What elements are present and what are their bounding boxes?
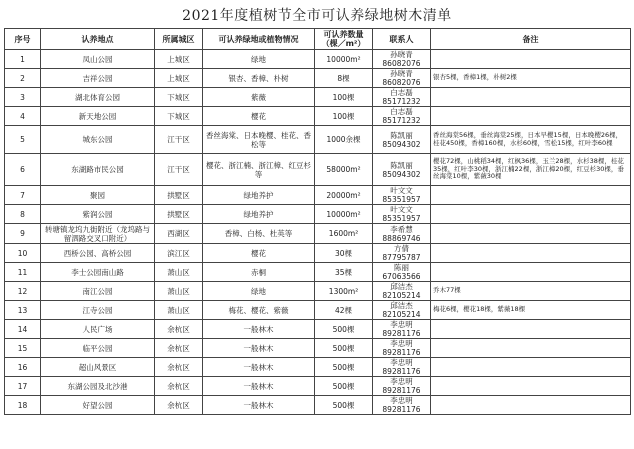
place-cell: 江寺公园 <box>41 301 155 320</box>
situation-cell: 绿地养护 <box>203 205 315 224</box>
note-cell <box>431 224 631 244</box>
contact-cell <box>373 244 431 263</box>
district-cell: 余杭区 <box>155 396 203 415</box>
quantity-cell: 58000m² <box>315 154 373 186</box>
situation-cell: 樱花 <box>203 107 315 126</box>
seq-cell: 15 <box>5 339 41 358</box>
situation-cell: 绿地 <box>203 282 315 301</box>
contact-cell <box>373 205 431 224</box>
table-row <box>5 107 631 126</box>
district-cell: 江干区 <box>155 126 203 154</box>
district-cell: 拱墅区 <box>155 205 203 224</box>
situation-cell: 绿地 <box>203 50 315 69</box>
place-cell: 聚园 <box>41 186 155 205</box>
contact-cell <box>373 186 431 205</box>
contact-name: 方倩 <box>394 244 409 253</box>
place-cell: 超山风景区 <box>41 358 155 377</box>
situation-cell: 一般林木 <box>203 339 315 358</box>
contact-cell <box>373 282 431 301</box>
quantity-cell: 1000余棵 <box>315 126 373 154</box>
contact-name: 孙晓青 <box>390 50 413 59</box>
contact-name: 陈凯丽 <box>390 130 413 140</box>
place-cell: 东湖公园及北沙港 <box>41 377 155 396</box>
contact-name: 陈丽 <box>394 263 409 272</box>
district-cell: 余杭区 <box>155 377 203 396</box>
note-cell: 银杏5棵，香樟1棵，朴树2棵 <box>431 69 631 88</box>
contact-name: 陈凯丽 <box>390 160 413 170</box>
seq-cell: 13 <box>5 301 41 320</box>
seq-cell: 3 <box>5 88 41 107</box>
place-cell: 人民广场 <box>41 320 155 339</box>
contact-name: 李忠明 <box>390 377 413 386</box>
district-cell: 上城区 <box>155 50 203 69</box>
table-row <box>5 377 631 396</box>
contact-name: 李忠明 <box>390 339 413 348</box>
table-row <box>5 244 631 263</box>
seq-cell: 16 <box>5 358 41 377</box>
note-cell <box>431 320 631 339</box>
situation-cell: 樱花 <box>203 244 315 263</box>
quantity-cell: 30棵 <box>315 244 373 263</box>
note-cell: 梅花6棵，樱花18棵，紫薇18棵 <box>431 301 631 320</box>
quantity-cell: 1300m² <box>315 282 373 301</box>
place-cell: 湖北体育公园 <box>41 88 155 107</box>
contact-name: 白志磊 <box>390 107 413 116</box>
header-seq: 序号 <box>5 29 41 50</box>
contact-name: 白志磊 <box>390 88 413 97</box>
note-cell <box>431 186 631 205</box>
table-row <box>5 339 631 358</box>
place-cell: 南江公园 <box>41 282 155 301</box>
district-cell: 拱墅区 <box>155 186 203 205</box>
quantity-cell: 500棵 <box>315 358 373 377</box>
contact-phone: 89281176 <box>382 386 421 395</box>
quantity-cell: 42棵 <box>315 301 373 320</box>
place-cell: 东湖路市民公园 <box>41 154 155 186</box>
seq-cell: 7 <box>5 186 41 205</box>
quantity-cell: 20000m² <box>315 186 373 205</box>
district-cell: 下城区 <box>155 107 203 126</box>
quantity-cell: 500棵 <box>315 339 373 358</box>
district-cell: 余杭区 <box>155 320 203 339</box>
header-note: 备注 <box>431 29 631 50</box>
situation-cell: 一般林木 <box>203 358 315 377</box>
contact-cell <box>373 126 431 154</box>
situation-cell: 一般林木 <box>203 320 315 339</box>
header-place: 认养地点 <box>41 29 155 50</box>
contact-phone: 85094302 <box>382 139 421 149</box>
contact-cell <box>373 224 431 244</box>
contact-name: 李忠明 <box>390 358 413 367</box>
table-row <box>5 358 631 377</box>
note-cell <box>431 263 631 282</box>
seq-cell: 11 <box>5 263 41 282</box>
contact-phone: 89281176 <box>382 405 421 414</box>
contact-name: 叶文文 <box>390 186 413 195</box>
situation-cell: 一般林木 <box>203 396 315 415</box>
table-row <box>5 88 631 107</box>
contact-cell <box>373 154 431 186</box>
table-row <box>5 263 631 282</box>
district-cell: 萧山区 <box>155 301 203 320</box>
district-cell: 上城区 <box>155 69 203 88</box>
contact-phone: 85351957 <box>382 214 421 223</box>
district-cell: 萧山区 <box>155 263 203 282</box>
table-row <box>5 205 631 224</box>
seq-cell: 8 <box>5 205 41 224</box>
table-row <box>5 186 631 205</box>
note-cell <box>431 396 631 415</box>
table-header-row <box>5 29 631 50</box>
place-cell: 临平公园 <box>41 339 155 358</box>
contact-name: 邱洁杰 <box>390 301 413 310</box>
contact-phone: 85171232 <box>382 116 421 125</box>
contact-name: 叶文文 <box>390 205 413 214</box>
contact-cell <box>373 107 431 126</box>
quantity-cell: 35棵 <box>315 263 373 282</box>
note-cell <box>431 339 631 358</box>
situation-cell: 一般林木 <box>203 377 315 396</box>
quantity-cell: 8棵 <box>315 69 373 88</box>
contact-phone: 89281176 <box>382 329 421 338</box>
contact-name: 李忠明 <box>390 320 413 329</box>
note-cell: 樱花72棵，山桃稻34棵，红枫36棵，玉兰28棵，水杉38棵，桂花35棵，红叶李30棵，浙江楠22棵，浙江樟20棵，红豆杉30棵，垂丝海棠10棵，紫薇30棵 <box>431 154 631 186</box>
contact-phone: 89281176 <box>382 348 421 357</box>
place-cell: 城东公园 <box>41 126 155 154</box>
district-cell: 江干区 <box>155 154 203 186</box>
note-cell: 香丝海棠56棵，垂丝海棠25棵，日本早樱15棵，日本晚樱26棵，桂花450棵，香樟160棵，水杉60棵，雪松15棵，红叶李60棵 <box>431 126 631 154</box>
district-cell: 余杭区 <box>155 339 203 358</box>
contact-cell <box>373 320 431 339</box>
seq-cell: 5 <box>5 126 41 154</box>
note-cell <box>431 88 631 107</box>
seq-cell: 17 <box>5 377 41 396</box>
contact-name: 李希慧 <box>390 224 413 234</box>
place-cell: 李士公园南山路 <box>41 263 155 282</box>
table-row <box>5 396 631 415</box>
contact-phone: 87795787 <box>382 253 421 262</box>
seq-cell: 1 <box>5 50 41 69</box>
note-cell <box>431 377 631 396</box>
quantity-cell: 500棵 <box>315 377 373 396</box>
note-cell <box>431 50 631 69</box>
place-cell: 转塘镇龙坞九街附近（龙坞路与留泗路交叉口附近） <box>41 224 155 244</box>
table-row <box>5 126 631 154</box>
note-cell <box>431 358 631 377</box>
situation-cell: 绿地养护 <box>203 186 315 205</box>
table-row <box>5 320 631 339</box>
contact-phone: 85351957 <box>382 195 421 204</box>
situation-cell: 樱花、浙江楠、浙江樟、红豆杉等 <box>203 154 315 186</box>
place-cell: 紫润公园 <box>41 205 155 224</box>
situation-cell: 香樟、白杨、杜英等 <box>203 224 315 244</box>
place-cell: 新天地公园 <box>41 107 155 126</box>
situation-cell: 紫薇 <box>203 88 315 107</box>
seq-cell: 12 <box>5 282 41 301</box>
header-contact: 联系人 <box>373 29 431 50</box>
seq-cell: 9 <box>5 224 41 244</box>
quantity-cell: 100棵 <box>315 88 373 107</box>
district-cell: 西湖区 <box>155 224 203 244</box>
contact-phone: 85171232 <box>382 97 421 106</box>
contact-cell <box>373 339 431 358</box>
place-cell: 好望公园 <box>41 396 155 415</box>
contact-phone: 67063566 <box>382 272 421 281</box>
header-situation: 可认养绿地或植物情况 <box>203 29 315 50</box>
quantity-cell: 500棵 <box>315 396 373 415</box>
place-cell: 凤山公园 <box>41 50 155 69</box>
quantity-cell: 10000m² <box>315 50 373 69</box>
table-row <box>5 154 631 186</box>
contact-phone: 86082076 <box>382 59 421 68</box>
quantity-cell: 10000m² <box>315 205 373 224</box>
quantity-cell: 1600m² <box>315 224 373 244</box>
place-cell: 吉祥公园 <box>41 69 155 88</box>
contact-cell <box>373 69 431 88</box>
table-row <box>5 224 631 244</box>
table-body <box>5 50 631 415</box>
seq-cell: 18 <box>5 396 41 415</box>
situation-cell: 梅花、樱花、紫薇 <box>203 301 315 320</box>
district-cell: 滨江区 <box>155 244 203 263</box>
contact-cell <box>373 358 431 377</box>
seq-cell: 14 <box>5 320 41 339</box>
note-cell <box>431 244 631 263</box>
tree-adoption-table <box>4 28 631 415</box>
header-district: 所属城区 <box>155 29 203 50</box>
seq-cell: 6 <box>5 154 41 186</box>
contact-phone: 86082076 <box>382 78 421 87</box>
contact-phone: 88869746 <box>382 233 421 243</box>
contact-name: 李忠明 <box>390 396 413 405</box>
contact-cell <box>373 50 431 69</box>
contact-cell <box>373 301 431 320</box>
table-row <box>5 69 631 88</box>
table-row <box>5 50 631 69</box>
note-cell <box>431 107 631 126</box>
table-row <box>5 282 631 301</box>
contact-phone: 89281176 <box>382 367 421 376</box>
contact-phone: 82105214 <box>382 291 421 300</box>
district-cell: 萧山区 <box>155 282 203 301</box>
table-row <box>5 301 631 320</box>
contact-cell <box>373 396 431 415</box>
situation-cell: 香丝海棠、日本晚樱、桂花、香松等 <box>203 126 315 154</box>
contact-cell <box>373 88 431 107</box>
note-cell: 乔木77棵 <box>431 282 631 301</box>
contact-phone: 85094302 <box>382 169 421 179</box>
contact-name: 孙晓青 <box>390 69 413 78</box>
contact-cell <box>373 377 431 396</box>
seq-cell: 4 <box>5 107 41 126</box>
district-cell: 下城区 <box>155 88 203 107</box>
district-cell: 余杭区 <box>155 358 203 377</box>
situation-cell: 赤桐 <box>203 263 315 282</box>
seq-cell: 2 <box>5 69 41 88</box>
situation-cell: 银杏、香樟、朴树 <box>203 69 315 88</box>
header-quantity: 可认养数量（棵／m²） <box>315 29 373 50</box>
document-title: 2021年度植树节全市可认养绿地树木清单 <box>182 8 452 24</box>
quantity-cell: 100棵 <box>315 107 373 126</box>
note-cell <box>431 205 631 224</box>
seq-cell: 10 <box>5 244 41 263</box>
contact-cell <box>373 263 431 282</box>
place-cell: 西桥公园、高桥公园 <box>41 244 155 263</box>
contact-phone: 82105214 <box>382 310 421 319</box>
quantity-cell: 500棵 <box>315 320 373 339</box>
contact-name: 邱洁杰 <box>390 282 413 291</box>
